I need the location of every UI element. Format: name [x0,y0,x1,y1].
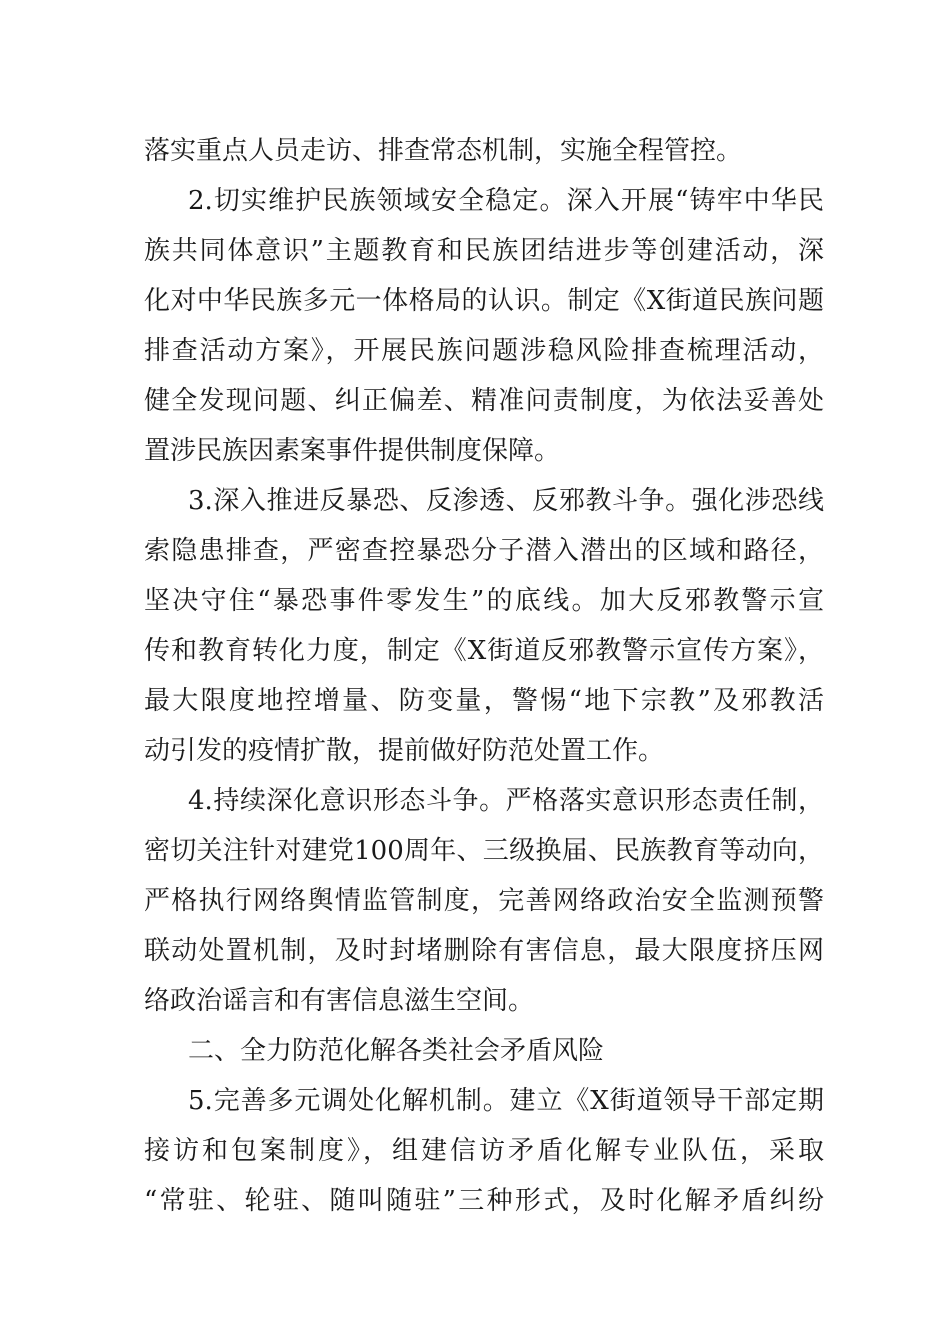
text-line-3: 族共同体意识”主题教育和民族团结进步等创建活动，深 [144,236,824,266]
text-line-12: 最大限度地控增量、防变量，警惕“地下宗教”及邪教活 [144,686,824,716]
text-line-5: 排查活动方案》，开展民族问题涉稳风险排查梳理活动， [144,336,824,366]
text-line-7: 置涉民族因素案事件提供制度保障。 [144,436,561,466]
text-line-16: 严格执行网络舆情监管制度，完善网络政治安全监测预警 [144,886,824,916]
text-line-11: 传和教育转化力度，制定《X街道反邪教警示宣传方案》， [144,636,824,666]
section-heading: 二、全力防范化解各类社会矛盾风险 [188,1036,605,1066]
text-line-14: 4.持续深化意识形态斗争。严格落实意识形态责任制， [188,786,824,816]
text-line-8: 3.深入推进反暴恐、反渗透、反邪教斗争。强化涉恐线 [188,486,824,516]
text-line-20: 5.完善多元调处化解机制。建立《X街道领导干部定期 [188,1086,824,1116]
text-line-10: 坚决守住“暴恐事件零发生”的底线。加大反邪教警示宣 [144,586,824,616]
text-line-13: 动引发的疫情扩散，提前做好防范处置工作。 [144,736,665,766]
text-line-1: 落实重点人员走访、排查常态机制，实施全程管控。 [144,136,743,166]
text-line-2: 2.切实维护民族领域安全稳定。深入开展“铸牢中华民 [188,186,824,216]
text-line-21: 接访和包案制度》，组建信访矛盾化解专业队伍，采取 [144,1136,824,1166]
text-line-15: 密切关注针对建党100周年、三级换届、民族教育等动向， [144,836,824,866]
text-line-4: 化对中华民族多元一体格局的认识。制定《X街道民族问题 [144,286,824,316]
text-line-6: 健全发现问题、纠正偏差、精准问责制度，为依法妥善处 [144,386,824,416]
text-line-9: 索隐患排查，严密查控暴恐分子潜入潜出的区域和路径， [144,536,824,566]
text-line-22: “常驻、轮驻、随叫随驻”三种形式，及时化解矛盾纠纷 [144,1186,824,1216]
text-line-18: 络政治谣言和有害信息滋生空间。 [144,986,535,1016]
text-line-17: 联动处置机制，及时封堵删除有害信息，最大限度挤压网 [144,936,824,966]
